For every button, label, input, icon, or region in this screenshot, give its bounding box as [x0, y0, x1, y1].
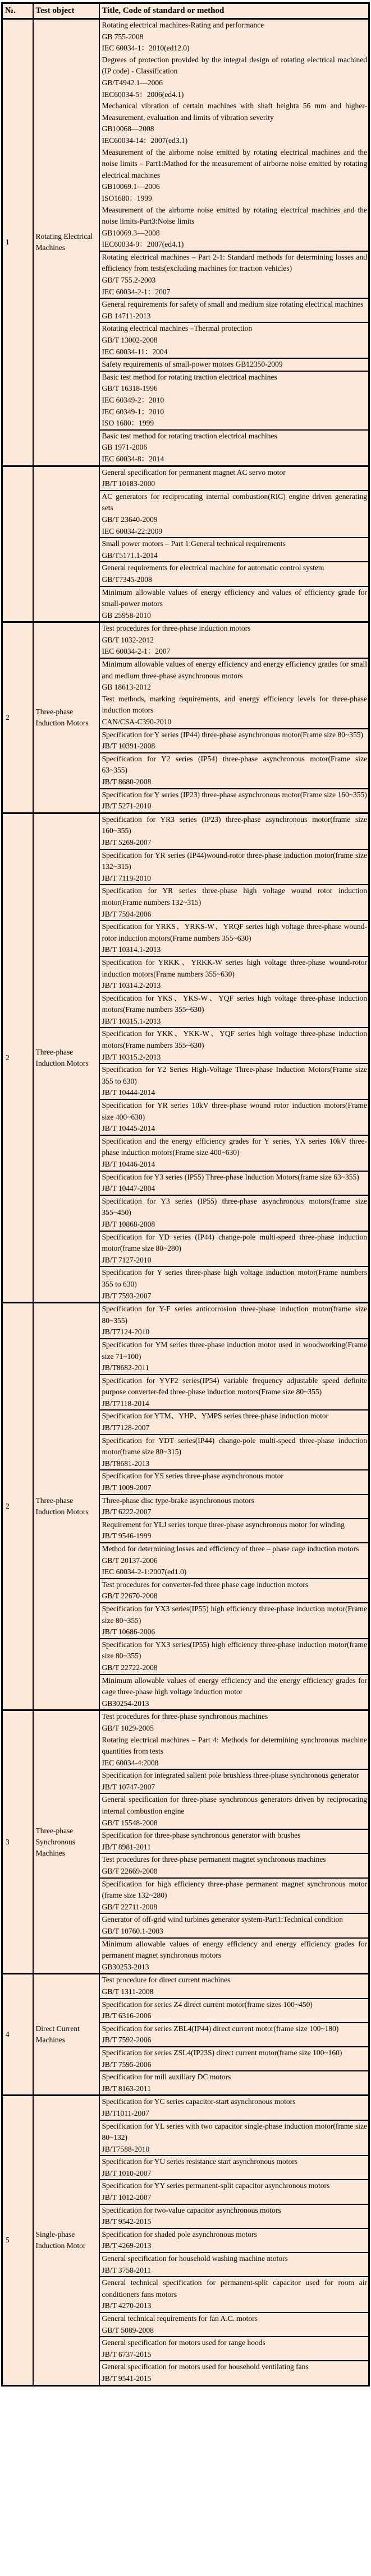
standard-title-cell [99, 1266, 369, 1302]
standard-text-line: JB/T 7592-2006 [102, 2036, 152, 2045]
standard-text-line: Specification for YR3 series (IP23) three-phase asynchronous motor(frame size 160~355) [102, 815, 367, 835]
standard-text-line: IEC 60034-8：2014 [102, 454, 164, 463]
standard-text-line: General requirements for safety of small and medium size rotating electrical machines [102, 300, 364, 309]
standard-text-line: IEC60034-9：2007(ed4.1) [102, 240, 184, 249]
standard-title-cell [99, 1878, 369, 1914]
test-object-cell [33, 466, 99, 622]
standard-text-line: Specification for two-value capacitor asynchronous motors [102, 2205, 281, 2214]
standard-text-line: JB/T 8680-2008 [102, 778, 152, 786]
standard-text-line: Specification for mill auxiliary DC motors [102, 2073, 231, 2082]
standard-text-line: Test procedures for three-phase synchronous machines [102, 1712, 268, 1721]
standard-text-line: JB/T 3758-2011 [102, 2265, 151, 2274]
standard-text-line: JB/T7118-2014 [102, 1399, 149, 1408]
standard-text-line: General specification for household washing machine motors [102, 2254, 288, 2263]
standard-title-cell [99, 2071, 369, 2096]
standard-text-line: Measurement of the airborne noise emitted by rotating electrical machines and the noise limits-Part3:Noise limits [102, 205, 367, 226]
standard-text-line: Minimum allowable values of energy efficiency and energy efficiency grades for small and medium three-phase asynchronous motors [102, 660, 367, 680]
standard-text-line: GB/T 16318-1996 [102, 384, 158, 393]
standard-title-cell [99, 622, 369, 658]
standard-text-line: GB/T 22669-2008 [102, 1867, 158, 1876]
standard-title-cell [99, 2156, 369, 2180]
test-object-cell: Three-phase Induction Motors [33, 622, 99, 813]
header-row [2, 3, 369, 19]
test-object-cell: Rotating Electrical Machines [33, 19, 99, 466]
table-row [2, 622, 369, 658]
standard-title-cell [99, 1710, 369, 1769]
standard-title-cell [99, 1639, 369, 1675]
standard-title-cell [99, 466, 369, 491]
standard-title-cell [99, 1028, 369, 1063]
standard-title-cell [99, 1853, 369, 1877]
standard-text-line: JB/T 7594-2006 [102, 909, 152, 918]
standard-title-cell [99, 1579, 369, 1603]
standard-title-cell [99, 1675, 369, 1710]
standard-text-line: GB10069.3—2008 [102, 228, 160, 237]
section-number-cell: 2 [2, 1303, 33, 1710]
standard-text-line: GB/T 5089-2008 [102, 2325, 154, 2334]
standard-text-line: JB/T7588-2010 [102, 2144, 150, 2153]
standard-text-line: Specification for YC series capacitor-start asynchronous motors [102, 2097, 296, 2106]
standard-text-line: General specification for permanent magnet AC servo motor [102, 468, 286, 477]
standard-title-cell [99, 658, 369, 729]
standard-text-line: Specification for YS series three-phase asynchronous motor [102, 1472, 283, 1481]
standard-text-line: Specification for series ZBL4(IP44) direct current motor(frame size 100~180) [102, 2024, 339, 2033]
standard-text-line: GB/T 1032-2012 [102, 635, 154, 644]
standard-text-line: Small power motors – Part 1:General technical requirements [102, 539, 286, 548]
standards-table [1, 2, 370, 2387]
standard-title-cell [99, 1603, 369, 1639]
standard-title-cell [99, 322, 369, 358]
standard-text-line: Specification for Y3 series (IP55) Three-phase Induction Motors(frame size 63~355) [102, 1172, 359, 1181]
standard-text-line: GB 25958-2010 [102, 611, 151, 619]
standard-text-line: JB/T 4270-2013 [102, 2301, 152, 2310]
standard-title-cell [99, 1339, 369, 1375]
standard-text-line: Specification for YTM、YHP、YMPS series three-phase induction motor [102, 1412, 329, 1421]
standard-text-line: GB 14711-2013 [102, 311, 151, 320]
standard-text-line: JB/T 9541-2015 [102, 2374, 152, 2383]
standard-text-line: General specification for motors used for household ventilating fans [102, 2362, 309, 2371]
standard-title-cell [99, 562, 369, 586]
standard-text-line: General requirements for electrical machine for automatic control system [102, 563, 324, 572]
standard-title-cell [99, 430, 369, 466]
standard-text-line: Specification for shaded pole asynchronous motors [102, 2230, 257, 2239]
standard-text-line: JB/T 10444-2014 [102, 1088, 155, 1097]
standard-title-cell [99, 1938, 369, 1974]
standard-text-line: JB/T 10315.2-2013 [102, 1052, 161, 1061]
standard-text-line: GB/T 755.2-2003 [102, 276, 156, 285]
header-no: №. [2, 3, 33, 19]
standard-text-line: Mechanical vibration of certain machines with shaft heighta 56 mm and higher-Measurement, evaluation and limits of vibration severity [102, 101, 367, 122]
standard-title-cell [99, 2337, 369, 2361]
standard-text-line: GB/T 23640-2009 [102, 515, 158, 524]
standard-text-line: Test procedure for direct current machines [102, 1976, 231, 1985]
standard-text-line: Specification for series Z4 direct current motor(frame sizes 100~450) [102, 2000, 313, 2009]
standard-title-cell [99, 1793, 369, 1829]
standard-text-line: Test procedures for converter-fed three phase cage induction motors [102, 1580, 309, 1589]
standard-title-cell [99, 371, 369, 430]
standard-text-line: IEC 60349-2：2010 [102, 396, 164, 404]
standard-title-cell [99, 2047, 369, 2071]
standard-text-line: Generator of off-grid wind turbines generator system-Part1:Technical condition [102, 1915, 343, 1924]
standard-text-line: JB/T 10314.1-2013 [102, 945, 161, 954]
standard-text-line: IEC 60349-1：2010 [102, 407, 164, 416]
standard-text-line: General technical specification for permanent-split capacitor used for room air conditioners fans motors [102, 2278, 367, 2298]
standard-text-line: JB/T 6222-2007 [102, 1507, 152, 1516]
section-block [2, 19, 369, 466]
standard-text-line: Measurement of the airborne noise emitted by rotating electrical machines and the noise limits – Part1:Mathod for the measurement of airborne noise emitted by rotating electrical machines [102, 147, 367, 179]
standard-title-cell [99, 1543, 369, 1579]
standard-title-cell [99, 1231, 369, 1267]
section-number-cell: 2 [2, 622, 33, 813]
standard-text-line: Degrees of protection provided by the integral design of rotating electrical machined (IP code) - Classification [102, 55, 367, 76]
standard-title-cell [99, 1171, 369, 1195]
standard-text-line: Rotating electrical machines – Part 2-1: Standard methods for determining losses and efficiency from tests(excluding machines for traction vehicles) [102, 252, 367, 273]
standard-title-cell [99, 1063, 369, 1099]
standard-text-line: Specification for YD series (IP44) change-pole multi-speed three-phase induction motor(frame size 80~280) [102, 1232, 367, 1253]
standard-text-line: Specification for YDT series(IP44) change-pole multi-speed three-phase induction motor(frame size 80~315) [102, 1436, 367, 1456]
standard-text-line: Specification for YR series (IP44)wound-rotor three-phase induction motor(frame size 132~315) [102, 850, 367, 871]
standard-text-line: Requirement for YLJ series torque three-phase asynchronous motor for winding [102, 1520, 345, 1529]
table-row [2, 1303, 369, 1339]
standard-text-line: GB/T 15548-2008 [102, 1818, 158, 1827]
standard-text-line: JB/T 10315.1-2013 [102, 1016, 161, 1025]
standard-title-cell [99, 538, 369, 562]
standard-text-line: GB 755-2008 [102, 32, 144, 41]
section-block [2, 1974, 369, 2096]
standard-text-line: Specification for YR series 10kV three-phase wound rotor induction motors(Frame size 400~630) [102, 1101, 367, 1121]
standard-text-line: JB/T7128-2007 [102, 1423, 150, 1432]
standard-text-line: GB30253-2013 [102, 1962, 149, 1971]
standard-text-line: IEC60034-14：2007(ed3.1) [102, 136, 188, 145]
standard-title-cell [99, 1769, 369, 1793]
standard-title-cell [99, 956, 369, 992]
table-row [2, 813, 369, 849]
standard-text-line: JB/T 5269-2007 [102, 838, 152, 847]
section-number-cell: 3 [2, 1710, 33, 1974]
standard-text-line: IEC 60034-2-1：2007 [102, 647, 171, 656]
standard-title-cell [99, 1135, 369, 1171]
standard-title-cell [99, 921, 369, 956]
standard-text-line: JB/T 8163-2011 [102, 2084, 151, 2093]
table-row [2, 466, 369, 491]
standard-text-line: JB/T 4269-2013 [102, 2241, 152, 2250]
standard-text-line: Specification for YKS、YKS-W、YQF series high voltage three-phase induction motors(Frame numbers 355~630) [102, 993, 367, 1014]
standard-text-line: Test procedures for three-phase permanent magnet synchronous machines [102, 1855, 326, 1864]
standard-text-line: GB/T 1029-2005 [102, 1723, 154, 1732]
standard-text-line: General specification for three-phase synchronous generators driven by reciprocating internal combustion engine [102, 1795, 367, 1816]
standard-title-cell [99, 1913, 369, 1937]
standard-text-line: JB/T 10446-2014 [102, 1160, 155, 1168]
standard-text-line: Minimum allowable values of energy efficiency and the energy efficiency grades for cage three-phase high voltage induction motor [102, 1676, 367, 1696]
standard-text-line: Specification for YRKS、YRKS-W、YRQF series high voltage three-phase wound-rotor induction motors(Frame numbers 355~630) [102, 922, 367, 942]
standard-title-cell [99, 885, 369, 921]
standard-text-line: JB/T 9546-1999 [102, 1532, 152, 1541]
section-number-cell: 4 [2, 1974, 33, 2096]
standard-text-line: General specification for motors used for range hoods [102, 2338, 265, 2347]
standard-text-line: GB/T 10760.1-2003 [102, 1927, 163, 1935]
test-object-cell: Three-phase Induction Motors [33, 813, 99, 1302]
standard-text-line: GB/T 20137-2006 [102, 1556, 158, 1565]
standard-title-cell [99, 2277, 369, 2313]
standard-text-line: Minimum allowable values of energy efficiency and values of efficiency grade for small-power motors [102, 588, 367, 608]
standard-text-line: JB/T 10868-2008 [102, 1219, 155, 1228]
standard-text-line: JB/T 8981-2011 [102, 1842, 151, 1851]
standard-text-line: GB10068—2008 [102, 124, 154, 133]
test-object-cell: Three-phase Induction Motors [33, 1303, 99, 1710]
standard-title-cell [99, 19, 369, 251]
standard-title-cell [99, 992, 369, 1028]
standard-text-line: GB/T 13002-2008 [102, 336, 158, 345]
standard-text-line: IEC 60034-2-1：2007 [102, 287, 171, 296]
header-test-object: Test object [33, 3, 99, 19]
standard-title-cell [99, 251, 369, 298]
standard-title-cell [99, 1099, 369, 1135]
standard-text-line: Rotating electrical machines – Part 4: Methods for determining synchronous machine quantities from tests [102, 1735, 367, 1756]
standard-text-line: GB/T 1311-2008 [102, 1987, 154, 1996]
table-row [2, 2096, 369, 2120]
standard-text-line: Minimum allowable values of energy efficiency and energy efficiency grades for permanent magnet synchronous motors [102, 1939, 367, 1960]
standard-text-line: JB/T 10391-2008 [102, 742, 155, 751]
standard-text-line: JB/T 1010-2007 [102, 2168, 152, 2177]
section-block [2, 813, 369, 1302]
section-block [2, 622, 369, 813]
standard-text-line: Specification for YY series permanent-split capacitor asynchronous motors [102, 2181, 330, 2190]
standard-text-line: JB/T8681-2013 [102, 1459, 150, 1468]
section-block [2, 1710, 369, 1974]
standard-text-line: JB/T 10447-2004 [102, 1184, 155, 1193]
standard-text-line: Basic test method for rotating traction electrical machines [102, 431, 277, 440]
standard-text-line: JB/T1011-2007 [102, 2108, 149, 2117]
test-object-cell: Three-phase Synchronous Machines [33, 1710, 99, 1974]
standard-text-line: IEC 60034-4:2008 [102, 1758, 159, 1767]
standard-text-line: Specification for YM series three-phase induction motor used in woodworking(Frame size 71~100) [102, 1340, 367, 1361]
standard-text-line: JB/T 10314.2-2013 [102, 981, 161, 990]
standard-text-line: Specification for YX3 series(IP55) high efficiency three-phase induction motor(frame size 80~355) [102, 1640, 367, 1661]
standard-title-cell [99, 298, 369, 322]
standard-text-line: Specification and the energy efficiency grades for Y series, YX series 10kV three-phase induction motors(Frame size 400~630) [102, 1136, 367, 1157]
standard-text-line: JB/T 7127-2010 [102, 1255, 152, 1264]
standard-text-line: Specification for Y series three-phase high voltage induction motor(Frame numbers 355 to 630) [102, 1268, 367, 1288]
standard-text-line: Specification for series ZSL4(IP23S) direct current motor(frame size 100~160) [102, 2048, 342, 2057]
standard-text-line: JB/T7124-2010 [102, 1328, 150, 1336]
standard-text-line: Specification for YL series with two capacitor single-phase induction motor(frame size 80~132) [102, 2121, 367, 2142]
standard-text-line: JB/T 7593-2007 [102, 1291, 152, 1300]
standard-title-cell [99, 2023, 369, 2047]
standard-text-line: GB/T7345-2008 [102, 575, 152, 584]
standard-title-cell [99, 1495, 369, 1519]
standard-text-line: GB 1971-2006 [102, 443, 148, 452]
standard-text-line: GB/T4942.1—2006 [102, 78, 163, 87]
standard-text-line: Specification for Y series (IP44) three-phase asynchronous motor(Frame size 80~355) [102, 730, 364, 739]
test-object-cell: Direct Current Machines [33, 1974, 99, 2096]
standard-text-line: IEC 60034-22:2009 [102, 526, 163, 535]
standard-title-cell [99, 813, 369, 849]
section-number-cell: 5 [2, 2096, 33, 2385]
standard-title-cell [99, 1410, 369, 1434]
standard-text-line: Specification for three-phase synchronous generator with brushes [102, 1831, 301, 1840]
standard-title-cell [99, 586, 369, 622]
standard-title-cell [99, 1303, 369, 1339]
standard-text-line: JB/T 5271-2010 [102, 802, 152, 811]
standard-text-line: Specification for Y-F series anticorrosion three-phase induction motor(frame size 80~355) [102, 1305, 367, 1325]
standard-text-line: Test methods, marking requirements, and energy efficiency levels for three-phase induction motors [102, 694, 367, 715]
standard-title-cell [99, 729, 369, 753]
standard-text-line: Method for determining losses and efficiency of three – phase cage induction motors [102, 1544, 359, 1553]
standard-text-line: Specification for high efficiency three-phase permanent magnet synchronous motor (frame size 132~280) [102, 1879, 367, 1900]
standard-text-line: ISO1680：1999 [102, 193, 152, 202]
standard-text-line: AC generators for reciprocating internal combustion(RIC) engine driven generating sets [102, 492, 367, 512]
standard-title-cell [99, 1375, 369, 1410]
standard-text-line: Specification for Y2 series (IP54) three-phase asynchronous motor(Frame size 63~355) [102, 754, 367, 775]
standard-title-cell [99, 1435, 369, 1470]
section-block [2, 466, 369, 622]
standard-text-line: Specification for YU series resistance start asynchronous motors [102, 2157, 298, 2166]
standard-text-line: GB/T5171.1-2014 [102, 551, 158, 559]
standard-text-line: JB/T8682-2011 [102, 1363, 149, 1372]
test-object-cell: Single-phase Induction Motor [33, 2096, 99, 2385]
standard-title-cell [99, 2313, 369, 2337]
standard-text-line: GB/T 22670-2008 [102, 1592, 158, 1601]
table-row [2, 1710, 369, 1769]
standard-text-line: Basic test method for rotating traction electrical machines [102, 372, 277, 381]
standard-text-line: JB/T 10747-2007 [102, 1782, 155, 1791]
standard-title-cell [99, 1519, 369, 1543]
standard-text-line: Rotating electrical machines –Thermal protection [102, 324, 253, 333]
standard-text-line: Specification for YR series three-phase high voltage wound rotor induction motor(Frame numbers 132~315) [102, 886, 367, 907]
standard-text-line: Specification for YX3 series(IP55) high efficiency three-phase induction motor(Frame size 80~355) [102, 1604, 367, 1625]
standard-title-cell [99, 491, 369, 538]
standard-text-line: Test procedures for three-phase induction motors [102, 624, 251, 633]
standard-text-line: Rotating electrical machines-Rating and performance [102, 21, 264, 29]
section-number-cell: 1 [2, 19, 33, 466]
standard-text-line: JB/T 1012-2007 [102, 2193, 152, 2202]
standard-text-line: General technical requirements for fan A.C. motors [102, 2314, 258, 2323]
standard-text-line: IEC 60034-2-1:2007(ed1.0) [102, 1567, 187, 1576]
section-block [2, 2096, 369, 2385]
standard-title-cell [99, 753, 369, 789]
standard-text-line: Specification for YRKK、YRKK-W series high voltage three-phase wound-rotor induction motors(Frame numbers 355~630) [102, 958, 367, 978]
standard-text-line: CAN/CSA-C390-2010 [102, 718, 172, 727]
standard-title-cell [99, 1470, 369, 1494]
standard-text-line: Three-phase disc type-brake asynchronous motors [102, 1496, 254, 1505]
standard-text-line: IEC60034-5：2006(ed4.1) [102, 90, 184, 99]
standard-title-cell [99, 2228, 369, 2253]
standard-title-cell [99, 849, 369, 885]
standard-text-line: JB/T 7595-2006 [102, 2060, 152, 2069]
standard-text-line: IEC 60034-1：2010(ed12.0) [102, 44, 190, 53]
standard-title-cell [99, 1195, 369, 1231]
standard-text-line: JB/T 9542-2015 [102, 2217, 152, 2226]
standard-text-line: GB10069.1—2006 [102, 182, 160, 191]
standard-title-cell [99, 2361, 369, 2385]
standard-text-line: Specification for YKK、YKK-W、YQF series high voltage three-phase induction motors(Frame numbers 355~630) [102, 1029, 367, 1050]
standard-text-line: JB/T 10183-2000 [102, 479, 155, 488]
standard-text-line: JB/T 7119-2010 [102, 873, 151, 882]
standard-text-line: Specification for YVF2 series(IP54) variable frequency adjustable speed definite purpose converter-fed three-phase induction motors(Frame size 80~355) [102, 1376, 367, 1396]
standard-text-line: Specification for integrated salient pole brushless three-phase synchronous generator [102, 1771, 359, 1780]
standard-title-cell [99, 1999, 369, 2023]
standard-text-line: GB30254-2013 [102, 1699, 149, 1708]
standard-title-cell [99, 789, 369, 813]
standard-text-line: JB/T 1009-2007 [102, 1483, 152, 1492]
standard-text-line: JB/T 6316-2006 [102, 2011, 152, 2020]
standard-title-cell [99, 358, 369, 371]
table-header [2, 3, 369, 19]
standard-title-cell [99, 2120, 369, 2156]
standard-text-line: Specification for Y series (IP23) three-phase asynchronous motor(Frame size 160~355) [102, 790, 367, 799]
section-number-cell: 2 [2, 813, 33, 1302]
standard-text-line: JB/T 10445-2014 [102, 1124, 155, 1133]
standard-text-line: GB/T 22711-2008 [102, 1902, 158, 1911]
standard-text-line: ISO 1680：1999 [102, 419, 154, 428]
table-row [2, 19, 369, 251]
standard-title-cell [99, 1829, 369, 1853]
standard-text-line: GB 18613-2012 [102, 683, 151, 692]
standard-title-cell [99, 2204, 369, 2228]
standard-title-cell [99, 2253, 369, 2277]
standard-title-cell [99, 1974, 369, 1999]
standard-text-line: Safety requirements of small-power motors GB12350-2009 [102, 360, 283, 369]
table-row [2, 1974, 369, 1999]
standard-title-cell [99, 2180, 369, 2204]
standard-text-line: GB/T 22722-2008 [102, 1663, 158, 1672]
standard-text-line: JB/T 6737-2015 [102, 2350, 152, 2358]
standard-text-line: Specification for Y3 series (IP55) three-phase asynchronous motors(frame size 355~450) [102, 1196, 367, 1217]
standard-text-line: Specification for Y2 Series High-Voltage Three-phase Induction Motors(Frame size 355 to 630) [102, 1065, 367, 1085]
section-number-cell [2, 466, 33, 622]
section-block [2, 1303, 369, 1710]
header-title-code: Title, Code of standard or method [99, 3, 369, 19]
standard-text-line: JB/T 10686-2006 [102, 1627, 155, 1636]
standard-text-line: IEC 60034-11：2004 [102, 347, 168, 356]
standard-title-cell [99, 2096, 369, 2120]
